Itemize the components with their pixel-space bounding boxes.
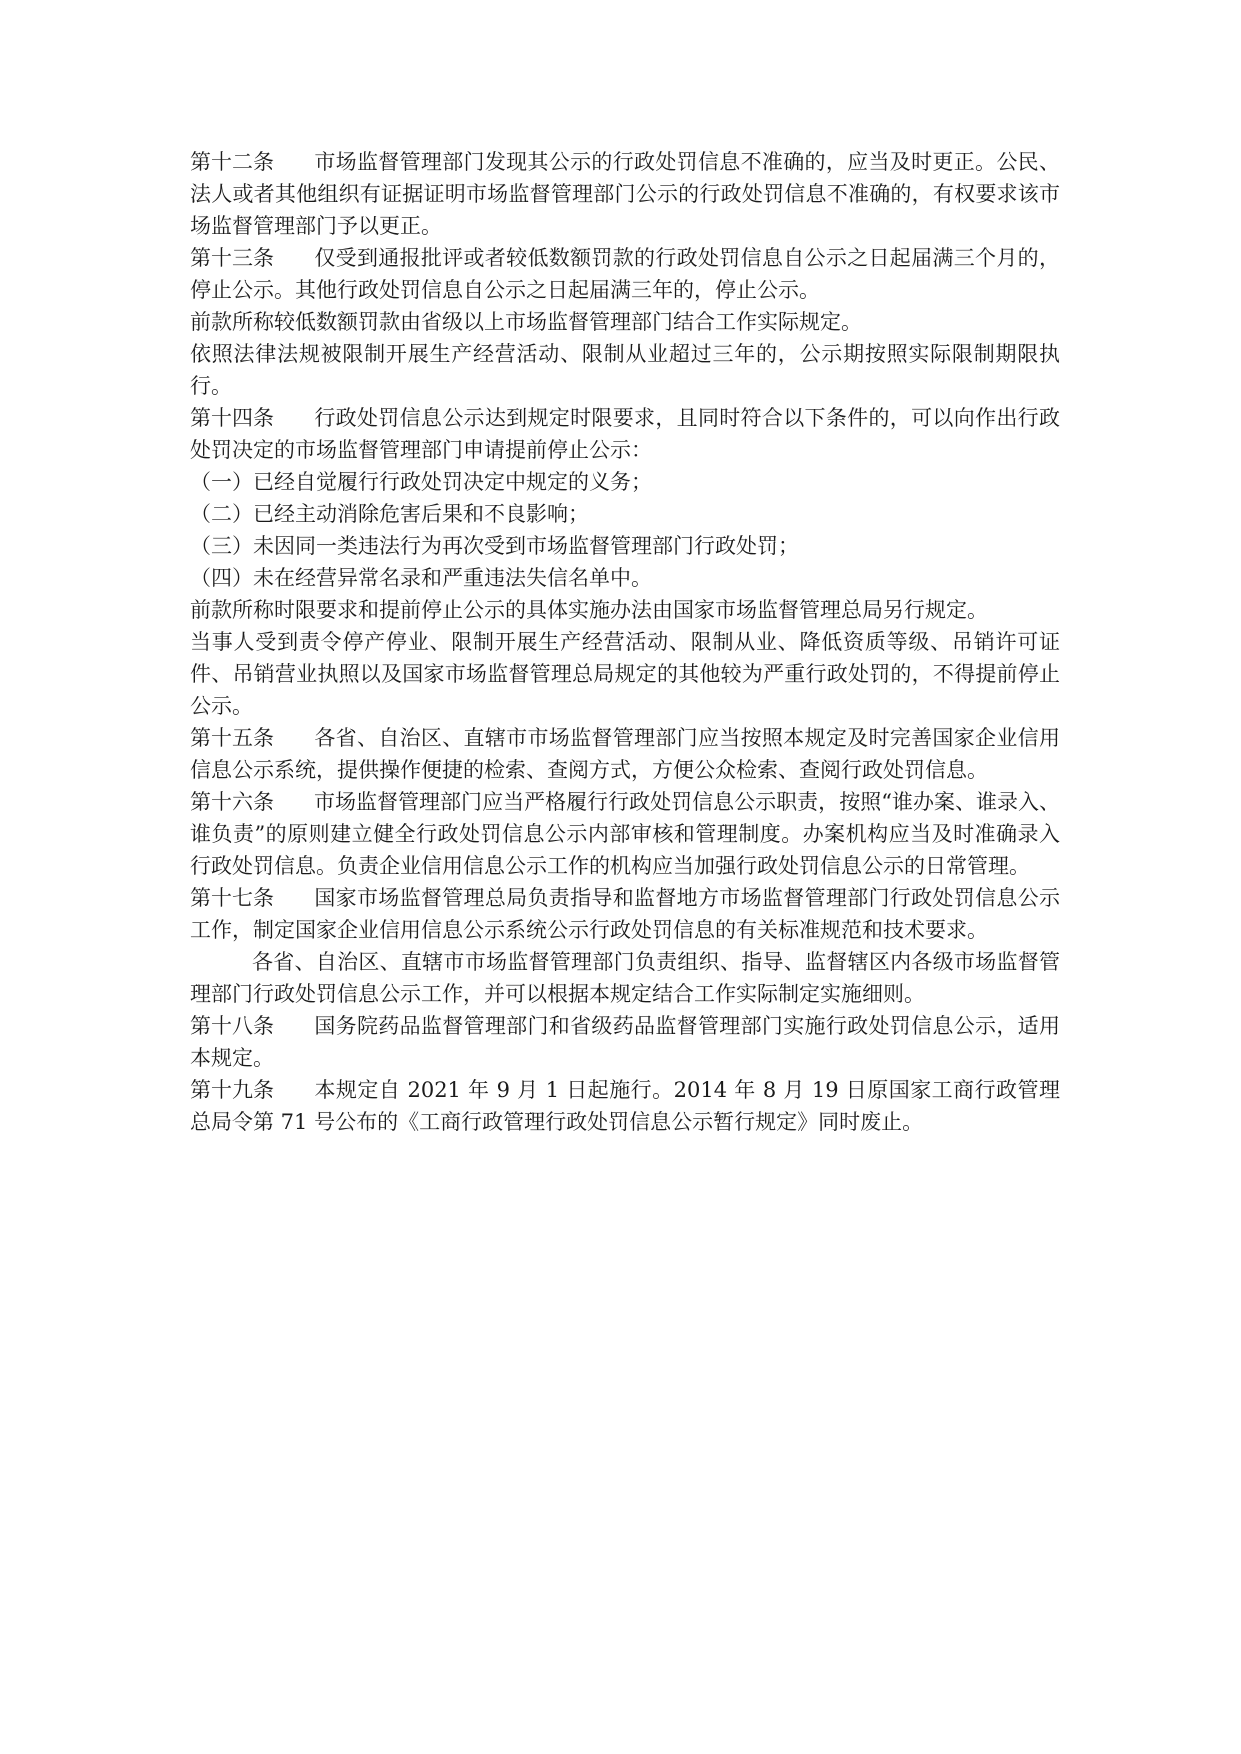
article-13-clause-3: 依照法律法规被限制开展生产经营活动、限制从业超过三年的，公示期按照实际限制期限执行。: [190, 342, 1060, 398]
article-18: [190, 1010, 1060, 1074]
article-17-clause-2: 各省、自治区、直辖市市场监督管理部门负责组织、指导、监督辖区内各级市场监督管理部门行政处罚信息公示工作，并可以根据本规定结合工作实际制定实施细则。: [190, 950, 1060, 1006]
article-text: 各省、自治区、直辖市市场监督管理部门应当按照本规定及时完善国家企业信用信息公示系统，提供操作便捷的检索、查阅方式，方便公众检索、查阅行政处罚信息。: [190, 726, 1060, 782]
article-16: [190, 786, 1060, 882]
article-13-clause-2: 前款所称较低数额罚款由省级以上市场监督管理部门结合工作实际规定。: [190, 310, 862, 334]
article-number: 第十三条: [190, 246, 274, 270]
article-text: 市场监督管理部门发现其公示的行政处罚信息不准确的，应当及时更正。公民、法人或者其他组织有证据证明市场监督管理部门公示的行政处罚信息不准确的，有权要求该市场监督管理部门予以更正。: [190, 150, 1060, 238]
article-text: 仅受到通报批评或者较低数额罚款的行政处罚信息自公示之日起届满三个月的，停止公示。其他行政处罚信息自公示之日起届满三年的，停止公示。: [190, 246, 1060, 302]
article-13: [190, 242, 1060, 306]
article-number: 第十四条: [190, 406, 274, 430]
article-text: 国务院药品监督管理部门和省级药品监督管理部门实施行政处罚信息公示，适用本规定。: [190, 1014, 1060, 1070]
article-number: 第十七条: [190, 886, 274, 910]
article-17: [190, 882, 1060, 946]
document-page: [190, 146, 1060, 1138]
article-14-item-2: （二）已经主动消除危害后果和不良影响；: [190, 502, 589, 526]
article-text: 行政处罚信息公示达到规定时限要求，且同时符合以下条件的，可以向作出行政处罚决定的市场监督管理部门申请提前停止公示：: [190, 406, 1060, 462]
article-number: 第十八条: [190, 1014, 274, 1038]
article-number: 第十二条: [190, 150, 274, 174]
article-14-item-1: （一）已经自觉履行行政处罚决定中规定的义务；: [190, 470, 652, 494]
article-19: [190, 1074, 1060, 1138]
article-14-item-3: （三）未因同一类违法行为再次受到市场监督管理部门行政处罚；: [190, 534, 799, 558]
article-number: 第十九条: [190, 1078, 274, 1102]
article-14-clause-2: 前款所称时限要求和提前停止公示的具体实施办法由国家市场监督管理总局另行规定。: [190, 598, 988, 622]
article-number: 第十六条: [190, 790, 274, 814]
article-15: [190, 722, 1060, 786]
article-14-item-4: （四）未在经营异常名录和严重违法失信名单中。: [190, 566, 652, 590]
article-14-clause-3: 当事人受到责令停产停业、限制开展生产经营活动、限制从业、降低资质等级、吊销许可证件、吊销营业执照以及国家市场监督管理总局规定的其他较为严重行政处罚的，不得提前停止公示。: [190, 630, 1060, 718]
article-number: 第十五条: [190, 726, 274, 750]
article-12: [190, 146, 1060, 242]
article-14: [190, 402, 1060, 466]
article-text: 市场监督管理部门应当严格履行行政处罚信息公示职责，按照“谁办案、谁录入、谁负责”的原则建立健全行政处罚信息公示内部审核和管理制度。办案机构应当及时准确录入行政处罚信息。负责企业信用信息公示工作的机构应当加强行政处罚信息公示的日常管理。: [190, 790, 1060, 878]
article-text: 国家市场监督管理总局负责指导和监督地方市场监督管理部门行政处罚信息公示工作，制定国家企业信用信息公示系统公示行政处罚信息的有关标准规范和技术要求。: [190, 886, 1060, 942]
article-text: 本规定自 2021 年 9 月 1 日起施行。2014 年 8 月 19 日原国家工商行政管理总局令第 71 号公布的《工商行政管理行政处罚信息公示暂行规定》同时废止。: [190, 1078, 1060, 1134]
